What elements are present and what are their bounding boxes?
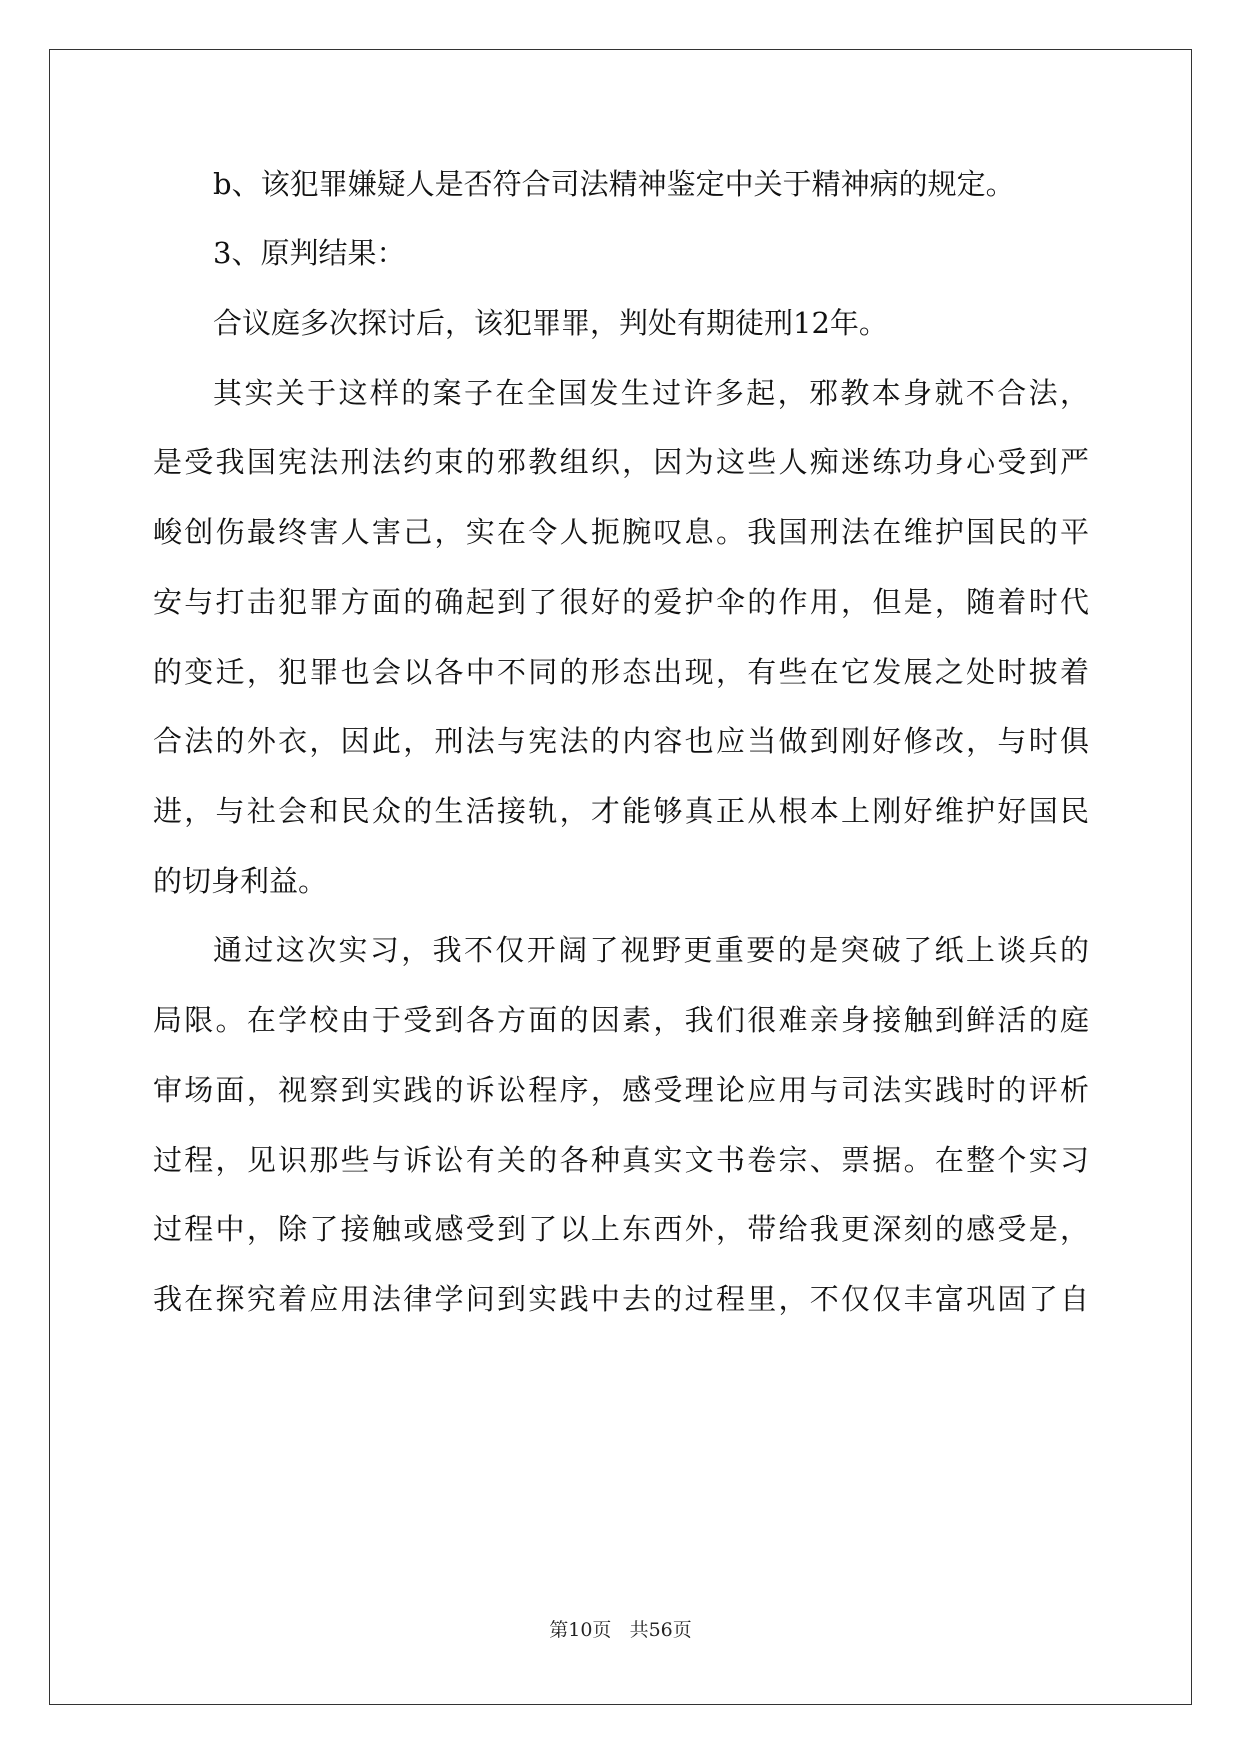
- text-line: 过程中，除了接触或感受到了以上东西外，带给我更深刻的感受是，: [153, 1212, 1089, 1246]
- text-line: 我在探究着应用法律学问到实践中去的过程里，不仅仅丰富巩固了自: [153, 1282, 1089, 1316]
- text-line: 的切身利益。: [153, 864, 328, 898]
- text-line: 进，与社会和民众的生活接轨，才能够真正从根本上刚好维护好国民: [153, 794, 1089, 828]
- page-footer: [0, 1618, 1241, 1642]
- text-line: 合法的外衣，因此，刑法与宪法的内容也应当做到刚好修改，与时俱: [153, 724, 1089, 758]
- text-line: 的变迁，犯罪也会以各中不同的形态出现，有些在它发展之处时披着: [153, 655, 1089, 689]
- text-line: 合议庭多次探讨后，该犯罪罪，判处有期徒刑12年。: [213, 306, 888, 340]
- text-line: 审场面，视察到实践的诉讼程序，感受理论应用与司法实践时的评析: [153, 1073, 1089, 1107]
- text-line: 安与打击犯罪方面的确起到了很好的爱护伞的作用，但是，随着时代: [153, 585, 1089, 619]
- text-line: 过程，见识那些与诉讼有关的各种真实文书卷宗、票据。在整个实习: [153, 1143, 1089, 1177]
- text-line: 峻创伤最终害人害己，实在令人扼腕叹息。我国刑法在维护国民的平: [153, 515, 1089, 549]
- text-line: 3、原判结果：: [213, 236, 406, 270]
- page-total: 共56页: [629, 1619, 692, 1641]
- page-number: 第10页: [549, 1619, 612, 1641]
- text-line: 其实关于这样的案子在全国发生过许多起，邪教本身就不合法，: [213, 376, 1089, 410]
- text-line: 是受我国宪法刑法约束的邪教组织，因为这些人痴迷练功身心受到严: [153, 445, 1089, 479]
- text-line: 通过这次实习，我不仅开阔了视野更重要的是突破了纸上谈兵的: [213, 933, 1089, 967]
- text-line: 局限。在学校由于受到各方面的因素，我们很难亲身接触到鲜活的庭: [153, 1003, 1089, 1037]
- text-line: b、该犯罪嫌疑人是否符合司法精神鉴定中关于精神病的规定。: [213, 167, 1015, 201]
